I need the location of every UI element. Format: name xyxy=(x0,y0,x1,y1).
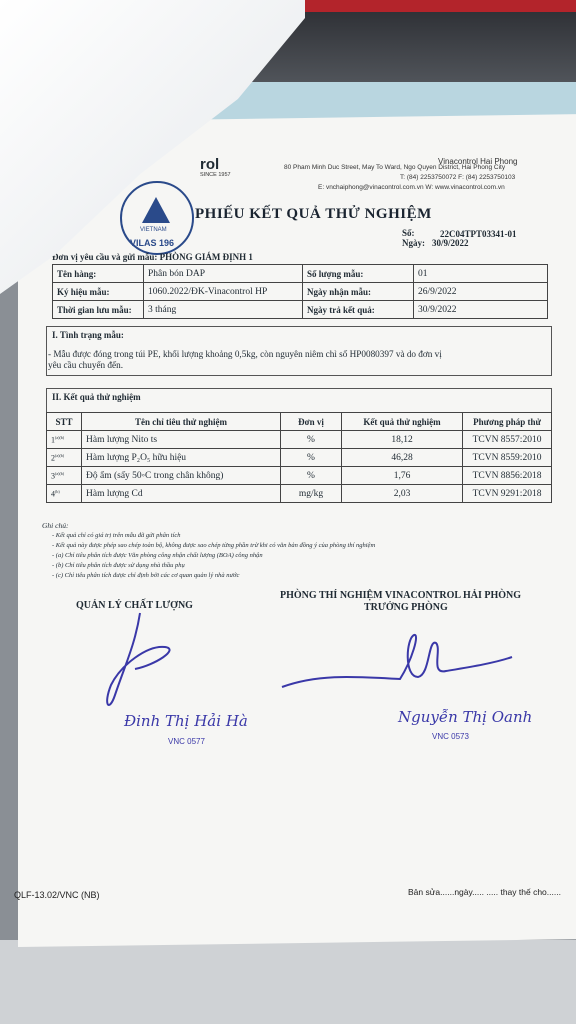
row-result: 2,03 xyxy=(342,485,463,503)
info-value: 1060.2022/ĐK-Vinacontrol HP xyxy=(144,283,303,301)
row-unit: % xyxy=(281,467,342,485)
row-stt: 4 xyxy=(51,489,55,499)
row-unit: % xyxy=(281,431,342,449)
company-brand: rol xyxy=(200,156,220,173)
form-code: QLF-13.02/VNC (NB) xyxy=(14,890,100,900)
left-signer-code: VNC 0577 xyxy=(168,737,205,746)
info-value: 30/9/2022 xyxy=(414,301,548,319)
company-email-web: E: vnchaiphong@vinacontrol.com.vn W: www.vinacontrol.com.vn xyxy=(318,184,505,191)
col-header: Tên chỉ tiêu thử nghiệm xyxy=(82,413,281,431)
background-red-edge xyxy=(300,0,576,12)
row-method: TCVN 8557:2010 xyxy=(463,431,552,449)
note-line: - Kết quả này được phép sao chép toàn bộ, không được sao chép từng phần trừ khi có văn bản đồng ý của phòng thí nghiệm xyxy=(52,542,376,549)
background-desk xyxy=(0,940,576,1024)
company-tel-fax: T: (84) 2253750072 F: (84) 2253750103 xyxy=(400,174,516,181)
table-row xyxy=(53,265,548,283)
results-table xyxy=(46,412,552,503)
note-line: - (b) Chỉ tiêu phân tích được sử dụng nhà thầu phụ xyxy=(52,562,185,569)
table-header-row xyxy=(47,413,552,431)
col-header: Phương pháp thử xyxy=(463,413,552,431)
notes-title: Ghi chú: xyxy=(42,521,69,530)
requester: Đơn vị yêu cầu và gửi mẫu: PHÒNG GIÁM ĐỊNH 1 xyxy=(52,252,253,262)
company-since: SINCE 1957 xyxy=(200,172,231,178)
col-header: Kết quả thử nghiệm xyxy=(342,413,463,431)
row-stt: 2 xyxy=(51,453,55,463)
row-sup: (b) xyxy=(55,488,60,494)
sample-info-table xyxy=(52,264,548,319)
row-result: 18,12 xyxy=(342,431,463,449)
section2-title: II. Kết quả thử nghiệm xyxy=(52,392,141,402)
doc-no-label: Số: xyxy=(402,228,415,238)
info-label: Ngày trả kết quả: xyxy=(303,301,414,319)
note-line: - (c) Chỉ tiêu phân tích được chỉ định bởi các cơ quan quản lý nhà nước xyxy=(52,572,240,579)
row-sup: (a)(b) xyxy=(55,470,65,476)
info-value: Phân bón DAP xyxy=(144,265,303,283)
info-value: 01 xyxy=(414,265,548,283)
company-name: Vinacontrol Hai Phong xyxy=(438,157,518,166)
note-line: - Kết quả chỉ có giá trị trên mẫu đã gửi phân tích xyxy=(52,532,181,539)
row-stt: 3 xyxy=(51,471,55,481)
right-signer-name: Nguyễn Thị Oanh xyxy=(398,708,533,726)
row-method: TCVN 9291:2018 xyxy=(463,485,552,503)
logo-text: VIETNAM xyxy=(140,227,167,233)
table-row xyxy=(53,283,548,301)
row-name: Hàm lượng Nito ts xyxy=(82,431,281,449)
table-row xyxy=(47,485,552,503)
table-row xyxy=(47,449,552,467)
row-stt: 1 xyxy=(51,435,55,445)
right-signature xyxy=(280,625,520,700)
section1-text-1: - Mẫu được đóng trong túi PE, khối lượng khoảng 0,5kg, còn nguyên niêm chì số HP0080397 và do đơn vị xyxy=(48,349,442,359)
right-signer-code: VNC 0573 xyxy=(432,732,469,741)
right-signer-title-1: PHÒNG THÍ NGHIỆM VINACONTROL HẢI PHÒNG xyxy=(280,590,522,601)
info-label: Tên hàng: xyxy=(53,265,144,283)
row-result: 46,28 xyxy=(342,449,463,467)
info-value: 3 tháng xyxy=(144,301,303,319)
revision-line: Bản sửa......ngày..... ..... thay thế cho...... xyxy=(408,887,561,897)
info-label: Số lượng mẫu: xyxy=(303,265,414,283)
doc-date-value: 30/9/2022 xyxy=(432,238,469,248)
left-signer-name: Đinh Thị Hải Hà xyxy=(124,712,248,730)
page-title: PHIẾU KẾT QUẢ THỬ NGHIỆM xyxy=(195,206,432,222)
col-header: Đơn vị xyxy=(281,413,342,431)
doc-date-label: Ngày: xyxy=(402,238,425,248)
table-row xyxy=(53,301,548,319)
row-unit: % xyxy=(281,449,342,467)
row-name: Độ ẩm (sấy 50◦C trong chân không) xyxy=(82,467,281,485)
row-sup: (a)(b) xyxy=(55,452,65,458)
row-name: Hàm lượng Cd xyxy=(82,485,281,503)
info-label: Ký hiệu mẫu: xyxy=(53,283,144,301)
row-method: TCVN 8856:2018 xyxy=(463,467,552,485)
info-label: Thời gian lưu mẫu: xyxy=(53,301,144,319)
section1-text-2: yêu cầu chuyển đến. xyxy=(48,360,123,370)
note-line: - (a) Chỉ tiêu phân tích được Văn phòng công nhận chất lượng (BOA) công nhận xyxy=(52,552,263,559)
left-signer-title: QUẢN LÝ CHẤT LƯỢNG xyxy=(76,600,193,611)
row-method: TCVN 8559:2010 xyxy=(463,449,552,467)
row-unit: mg/kg xyxy=(281,485,342,503)
row-name: Hàm lượng P₂O₅ hữu hiệu xyxy=(82,449,281,467)
company-address: 80 Pham Minh Duc Street, May To Ward, Ngo Quyen District, Hai Phong City xyxy=(284,164,506,171)
info-value: 26/9/2022 xyxy=(414,283,548,301)
table-row xyxy=(47,431,552,449)
left-signature xyxy=(95,605,205,715)
right-signer-title-2: TRƯỞNG PHÒNG xyxy=(364,602,448,613)
info-label: Ngày nhận mẫu: xyxy=(303,283,414,301)
doc-no-value: 22C04TPT03341-01 xyxy=(440,229,517,239)
section1-title: I. Tình trạng mẫu: xyxy=(52,330,124,340)
row-result: 1,76 xyxy=(342,467,463,485)
row-sup: (a)(b) xyxy=(55,434,65,440)
col-header: STT xyxy=(47,413,82,431)
vilas-mark: VILAS 196 xyxy=(130,238,175,248)
report-sheet xyxy=(18,114,576,947)
table-row xyxy=(47,467,552,485)
